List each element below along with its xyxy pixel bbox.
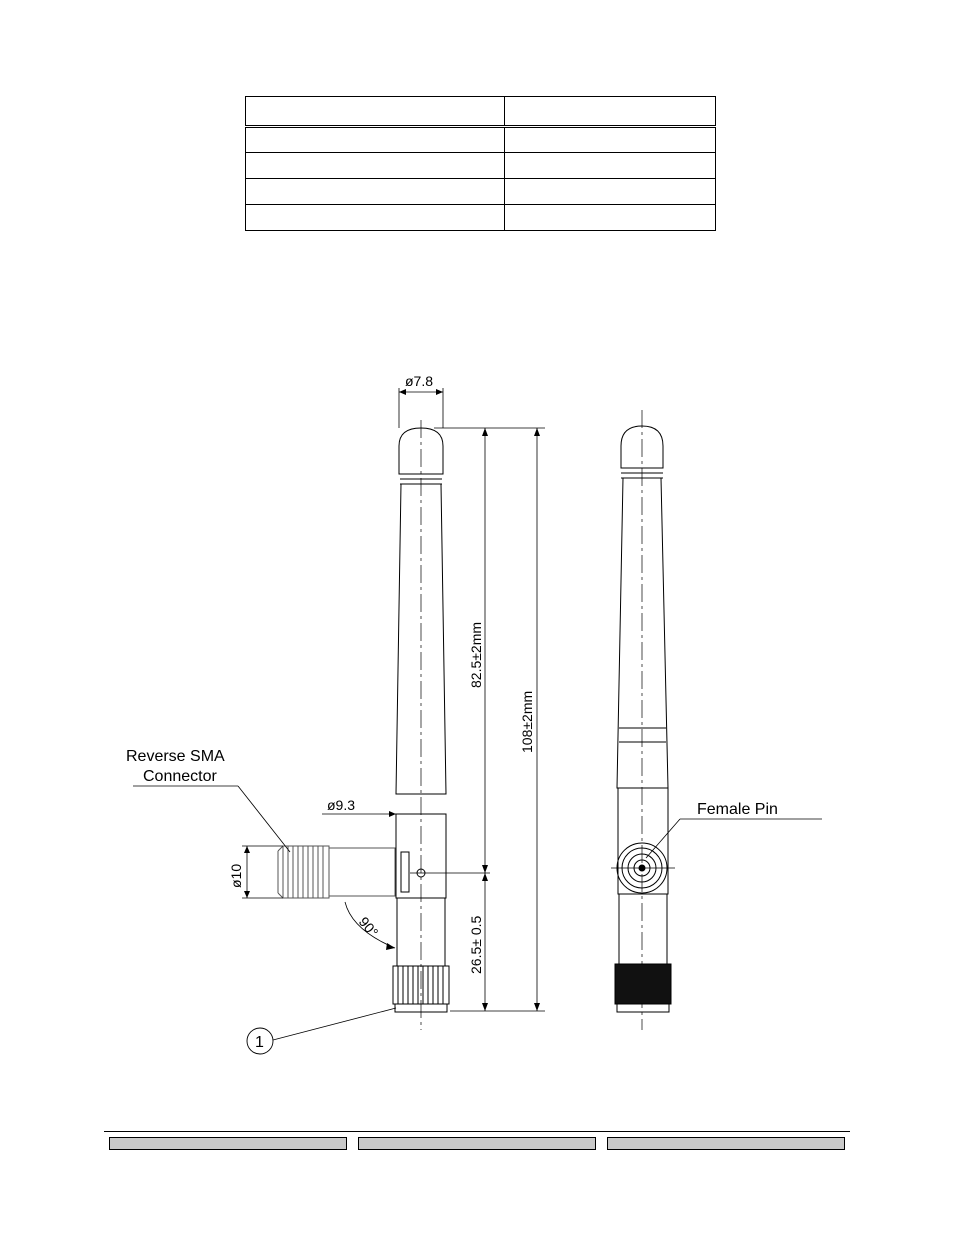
label-female-pin: Female Pin [697,801,778,818]
dim-total-length: 108±2mm [519,690,535,753]
dim-lower-length: 26.5± 0.5 [468,915,484,974]
left-antenna-view [278,420,490,1030]
knurl-lines [398,966,443,1004]
dim-diameter-body: ø9.3 [327,797,356,813]
footer-cell-center [358,1137,596,1150]
right-lower-shaft [619,894,667,964]
right-knurled-nut [615,964,671,1004]
label-connector-line1: Reverse SMA [126,748,225,765]
dim-diameter-connector: ø10 [228,863,244,888]
footer-rule [104,1131,850,1132]
callout-number: 1 [255,1034,264,1051]
dim-upper-length: 82.5±2mm [468,621,484,688]
female-pin [639,865,645,871]
dim-angle: 90° [355,913,382,941]
footer-cell-right [607,1137,845,1150]
label-connector-line2: Connector [143,768,217,785]
right-antenna-view [611,410,675,1030]
leader-lines [133,786,822,1040]
sideways-connector [278,846,395,898]
dimension-lines [242,388,545,1011]
footer-cell-left [109,1137,347,1150]
dimension-arrows [244,389,540,1011]
dim-diameter-tip: ø7.8 [405,373,434,389]
